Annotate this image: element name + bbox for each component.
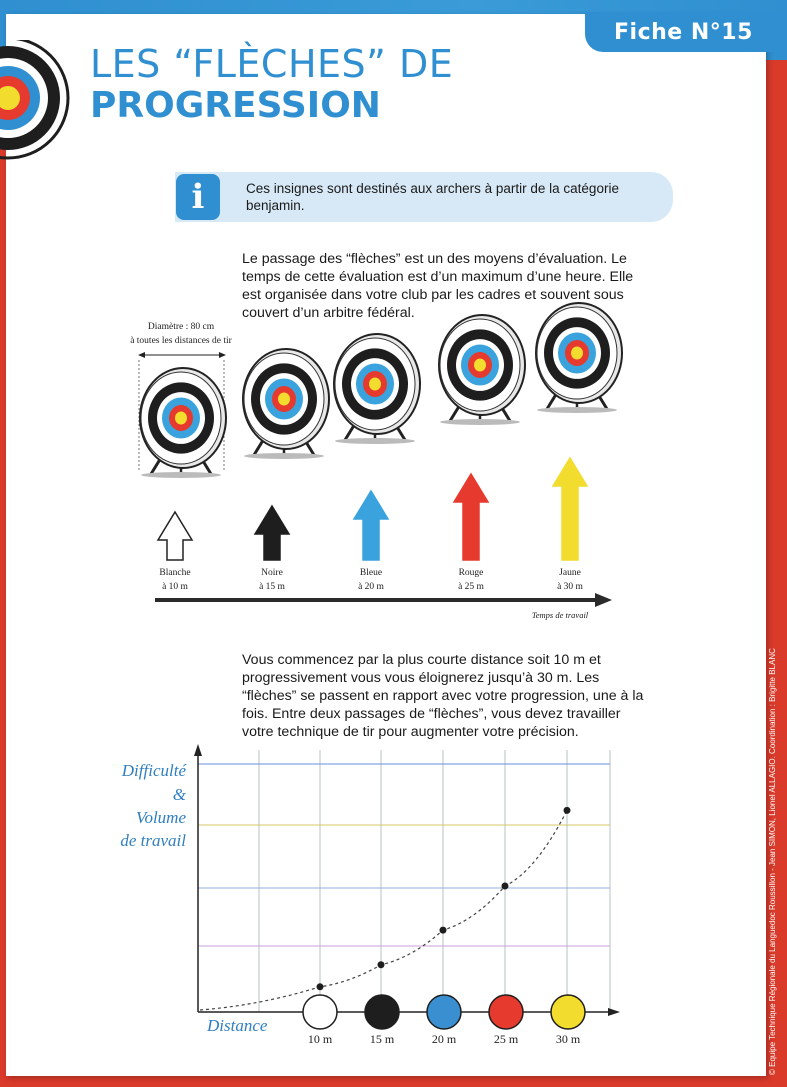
x-axis-label: Distance: [207, 1016, 268, 1035]
intro-paragraph: Le passage des “flèches” est un des moyens d’évaluation. Le temps de cette évaluation est d’un maximum d’une heure. Elle est organisée dans votre club par les cadres et souvent sous couvert d’un arbitre fédéral.: [242, 251, 634, 321]
data-point-15m: [378, 961, 385, 968]
y-label-line-1: Difficulté: [121, 761, 186, 780]
title-line-2: PROGRESSION: [90, 85, 381, 126]
y-label-line-3: Volume: [135, 808, 186, 827]
title-line-1: LES “FLÈCHES” DE: [90, 42, 454, 86]
chart-grid: [198, 750, 610, 1012]
progression-paragraph: Vous commencez par la plus courte distance soit 10 m et progressivement vous vous éloignerez jusqu’à 30 m. Les “flèches” se passent en rapport avec votre progression, une à la fois. Entre deux passages de “flèches”, vous devez travailler votre technique de tir pour augmenter votre précision.: [242, 652, 644, 740]
distance-marker-15m: [365, 995, 399, 1029]
arrow-distance-bleue: à 20 m: [358, 582, 384, 592]
work-time-label: Temps de travail: [531, 610, 589, 620]
x-tick-20m: 20 m: [431, 1032, 457, 1046]
arrow-label-rouge: Rouge: [458, 568, 484, 578]
x-tick-30m: 30 m: [555, 1032, 581, 1046]
data-point-20m: [440, 927, 447, 934]
x-tick-15m: 15 m: [369, 1032, 395, 1046]
chart-marks: [303, 807, 585, 1046]
diameter-label-1: Diamètre : 80 cm: [147, 322, 215, 332]
distance-marker-30m: [551, 995, 585, 1029]
distance-marker-25m: [489, 995, 523, 1029]
progression-curve: [200, 810, 567, 1010]
y-label-line-2: &: [172, 785, 186, 804]
distance-marker-20m: [427, 995, 461, 1029]
data-point-30m: [564, 807, 571, 814]
arrow-distance-noire: à 15 m: [259, 582, 285, 592]
x-tick-25m: 25 m: [493, 1032, 519, 1046]
distance-marker-10m: [303, 995, 337, 1029]
credit-text: © Equipe Technique Régionale du Languedoc Roussillon - Jean SIMON, Lionel ALLAGIO. Coordination : Brigitte BLANC: [768, 648, 777, 1075]
arrow-label-noire: Noire: [261, 568, 283, 578]
diameter-label-2: à toutes les distances de tir: [130, 336, 232, 346]
info-icon: i: [176, 174, 220, 220]
arrow-distance-rouge: à 25 m: [458, 582, 484, 592]
y-label-line-4: de travail: [120, 831, 186, 850]
arrow-label-blanche: Blanche: [159, 568, 191, 578]
arrow-label-jaune: Jaune: [559, 568, 581, 578]
fiche-number: Fiche N°15: [614, 20, 753, 45]
arrow-distance-blanche: à 10 m: [162, 582, 188, 592]
data-point-25m: [502, 883, 509, 890]
x-tick-10m: 10 m: [307, 1032, 333, 1046]
data-point-10m: [317, 983, 324, 990]
arrow-distance-jaune: à 30 m: [557, 582, 583, 592]
arrow-label-bleue: Bleue: [359, 568, 383, 578]
info-text: Ces insignes sont destinés aux archers à partir de la catégorie benjamin.: [246, 181, 619, 213]
